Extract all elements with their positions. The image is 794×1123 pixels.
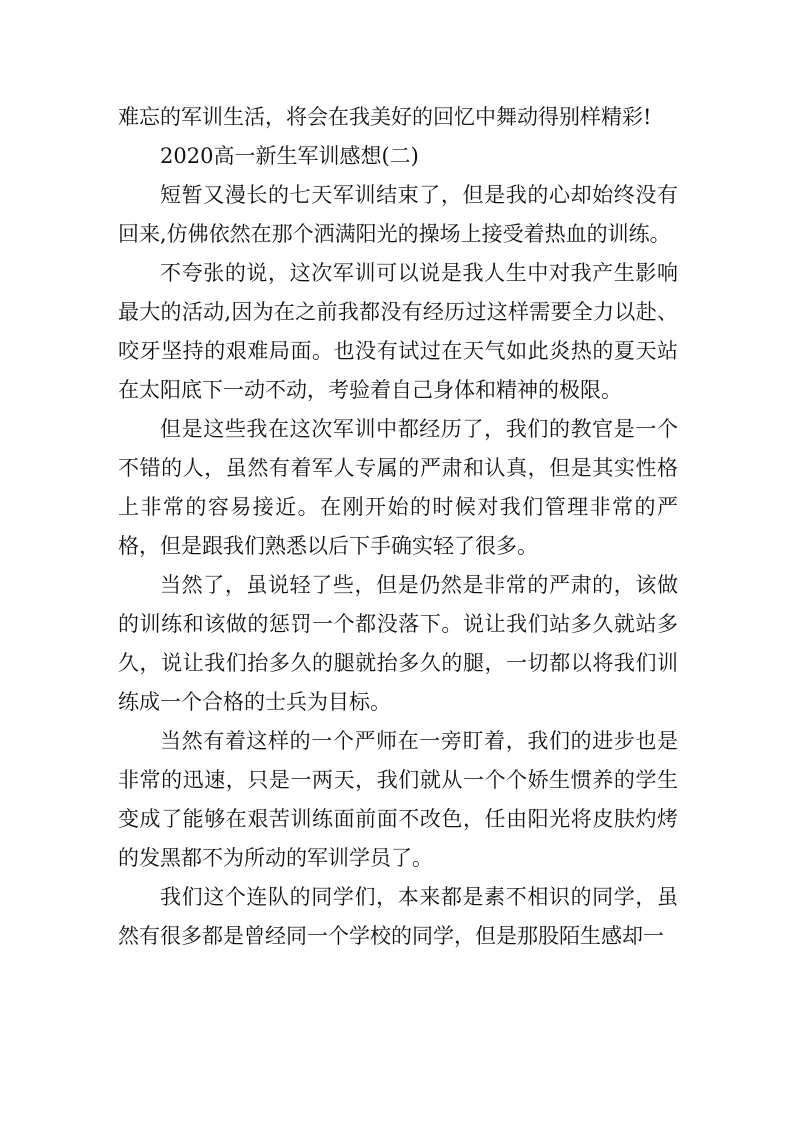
paragraph: 我们这个连队的同学们，本来都是素不相识的同学，虽然有很多都是曾经同一个学校的同学，但是那股陌生感却一 (118, 885, 678, 948)
paragraph: 当然了，虽说轻了些，但是仍然是非常的严肃的，该做的训练和该做的惩罚一个都没落下。说让我们站多久就站多久，说让我们抬多久的腿就抬多久的腿，一切都以将我们训练成一个合格的士兵为目标。 (118, 573, 678, 714)
paragraph: 但是这些我在这次军训中都经历了，我们的教官是一个不错的人，虽然有着军人专属的严肃和认真，但是其实性格上非常的容易接近。在刚开始的时候对我们管理非常的严格，但是跟我们熟悉以后下手确实轻了很多。 (118, 417, 678, 558)
paragraph: 不夸张的说，这次军训可以说是我人生中对我产生影响最大的活动,因为在之前我都没有经历过这样需要全力以赴、咬牙坚持的艰难局面。也没有试过在天气如此炎热的夏天站在太阳底下一动不动，考验着自己身体和精神的极限。 (118, 261, 678, 402)
paragraph: 当然有着这样的一个严师在一旁盯着，我们的进步也是非常的迅速，只是一两天，我们就从一个个娇生惯养的学生变成了能够在艰苦训练面前面不改色，任由阳光将皮肤灼烤的发黑都不为所动的军训学员了。 (118, 729, 678, 870)
document-body (118, 98, 678, 956)
paragraph: 短暂又漫长的七天军训结束了，但是我的心却始终没有回来,仿佛依然在那个洒满阳光的操场上接受着热血的训练。 (118, 183, 678, 246)
section-heading: 2020高一新生军训感想(二) (160, 144, 419, 168)
paragraph-closing-line: 难忘的军训生活，将会在我美好的回忆中舞动得别样精彩! (118, 105, 652, 129)
